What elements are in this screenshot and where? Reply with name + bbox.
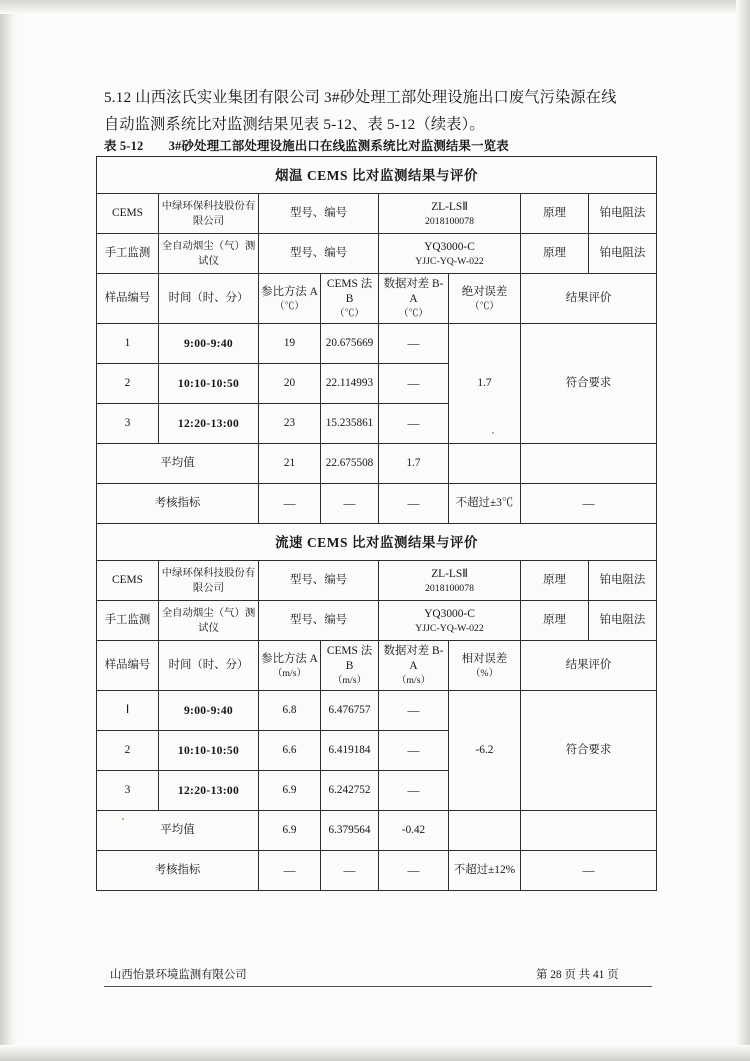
section1-row1-time: 10:10-10:50: [159, 364, 259, 404]
section2-header-cems-b-text: CEMS 法 B: [326, 645, 373, 672]
section2-row0-a: 6.8: [259, 691, 321, 731]
section2-row1-no: 2: [97, 731, 159, 771]
section1-standard-b: —: [321, 484, 379, 524]
section1-row0-time: 9:00-9:40: [159, 324, 259, 364]
intro-line-2: 自动监测系统比对监测结果见表 5-12、表 5-12（续表）。: [104, 116, 485, 133]
section1-cems-principle-value: 铂电阻法: [589, 194, 657, 234]
section2-row1-diff: —: [379, 731, 449, 771]
section2-header-sample-no: 样品编号: [97, 641, 159, 691]
footer-company: 山西怡景环境监测有限公司: [110, 969, 247, 981]
section2-manual-model-line1: YQ3000-C: [424, 607, 475, 620]
paper-speck: [122, 818, 124, 820]
section2-row2-no: 3: [97, 771, 159, 811]
section2-standard-row: [97, 851, 657, 891]
section1-row1-no: 2: [97, 364, 159, 404]
section1-manual-model-line1: YQ3000-C: [424, 240, 475, 253]
section1-manual-principle-value: 铂电阻法: [589, 234, 657, 274]
section1-manual-model-label: 型号、编号: [259, 234, 379, 274]
section1-cems-model-line1: ZL-LSⅡ: [431, 200, 468, 213]
section1-manual-instrument: 全自动烟尘（气）测试仪: [159, 234, 259, 274]
section1-header-abs-err-text: 绝对误差: [461, 285, 508, 298]
section1-header-method-a-unit: （℃）: [274, 300, 305, 312]
section1-header-diff-unit: （℃）: [398, 308, 429, 319]
section1-average-blank1: [449, 444, 521, 484]
section2-manual-model-line2: YJJC-YQ-W-022: [415, 622, 484, 634]
section1-header-method-a-text: 参比方法 A: [261, 285, 318, 298]
section2-average-a: 6.9: [259, 811, 321, 851]
section2-standard-limit: 不超过±12%: [449, 851, 521, 891]
section2-row2-a: 6.9: [259, 771, 321, 811]
table-caption-text: 3#砂处理工部处理设施出口在线监测系统比对监测结果一览表: [168, 139, 509, 153]
section2-row0-time: 9:00-9:40: [159, 691, 259, 731]
section2-standard-a: —: [259, 851, 321, 891]
section2-header-diff-text: 数据对差 B-A: [383, 645, 444, 672]
section2-header-time: 时间（时、分）: [159, 641, 259, 691]
section1-header-cems-b: [321, 274, 379, 324]
section2-header-rel-err-text: 相对误差: [461, 652, 508, 665]
section1-abs-err-value: 1.7: [449, 324, 521, 444]
section2-standard-label: 考核指标: [97, 851, 259, 891]
section2-cems-maker: 中绿环保科技股份有限公司: [159, 561, 259, 601]
section2-standard-b: —: [321, 851, 379, 891]
comparison-results-table: [96, 156, 657, 891]
section1-header-row: [97, 274, 657, 324]
section1-header-sample-no: 样品编号: [97, 274, 159, 324]
section2-header-rel-err: [449, 641, 521, 691]
section1-header-cems-b-text: CEMS 法 B: [326, 278, 373, 305]
section2-average-blank2: [521, 811, 657, 851]
section2-standard-diff: —: [379, 851, 449, 891]
section1-standard-evaluation: —: [521, 484, 657, 524]
section1-row1-diff: —: [379, 364, 449, 404]
section2-header-cems-b: [321, 641, 379, 691]
section1-average-row: [97, 444, 657, 484]
section2-row2-diff: —: [379, 771, 449, 811]
table-caption: [104, 136, 659, 154]
intro-paragraph: [104, 84, 644, 138]
section1-band: 烟温 CEMS 比对监测结果与评价: [97, 157, 657, 194]
section2-cems-model-label: 型号、编号: [259, 561, 379, 601]
section1-cems-row: [97, 194, 657, 234]
section2-rel-err-value: -6.2: [449, 691, 521, 811]
intro-line-1: 5.12 山西泫氏实业集团有限公司 3#砂处理工部处理设施出口废气污染源在线: [104, 89, 617, 106]
section1-manual-principle-label: 原理: [521, 234, 589, 274]
section1-standard-limit: 不超过±3℃: [449, 484, 521, 524]
footer-divider: [104, 986, 652, 987]
section1-header-cems-b-unit: （℃）: [334, 308, 365, 319]
section2-average-diff: -0.42: [379, 811, 449, 851]
section2-header-method-a: [259, 641, 321, 691]
footer-page-number: 第 28 页 共 41 页: [536, 969, 619, 981]
section2-manual-model-value: [379, 601, 521, 641]
section2-row1-a: 6.6: [259, 731, 321, 771]
section2-evaluation-value: 符合要求: [521, 691, 657, 811]
section1-band-row: [97, 157, 657, 194]
section1-header-evaluation: 结果评价: [521, 274, 657, 324]
section2-cems-label: CEMS: [97, 561, 159, 601]
section1-cems-principle-label: 原理: [521, 194, 589, 234]
section1-row0-diff: —: [379, 324, 449, 364]
section2-manual-model-label: 型号、编号: [259, 601, 379, 641]
table-row: [97, 691, 657, 731]
section2-manual-row: [97, 601, 657, 641]
section2-header-diff: [379, 641, 449, 691]
section2-manual-principle-value: 铂电阻法: [589, 601, 657, 641]
section1-row1-b: 22.114993: [321, 364, 379, 404]
section1-cems-model-label: 型号、编号: [259, 194, 379, 234]
section1-row0-a: 19: [259, 324, 321, 364]
section1-header-method-a: [259, 274, 321, 324]
section2-manual-label: 手工监测: [97, 601, 159, 641]
section2-cems-principle-value: 铂电阻法: [589, 561, 657, 601]
section1-cems-model-line2: 2018100078: [425, 215, 474, 227]
section1-manual-model-line2: YJJC-YQ-W-022: [415, 255, 484, 267]
section2-cems-model-line2: 2018100078: [425, 582, 474, 594]
section2-row0-diff: —: [379, 691, 449, 731]
section2-header-method-a-text: 参比方法 A: [261, 652, 318, 665]
section2-header-diff-unit: （m/s）: [396, 675, 431, 686]
section1-row2-no: 3: [97, 404, 159, 444]
section1-header-abs-err-unit: （℃）: [469, 300, 500, 312]
section2-cems-row: [97, 561, 657, 601]
section1-cems-model-value: [379, 194, 521, 234]
section2-average-label: 平均值: [97, 811, 259, 851]
section1-average-b: 22.675508: [321, 444, 379, 484]
section2-average-row: [97, 811, 657, 851]
section2-row1-b: 6.419184: [321, 731, 379, 771]
section1-cems-maker: 中绿环保科技股份有限公司: [159, 194, 259, 234]
section1-evaluation-value: 符合要求: [521, 324, 657, 444]
section1-average-blank2: [521, 444, 657, 484]
section2-header-row: [97, 641, 657, 691]
section1-header-abs-err: [449, 274, 521, 324]
section1-header-time: 时间（时、分）: [159, 274, 259, 324]
section1-row2-b: 15.235861: [321, 404, 379, 444]
section1-standard-label: 考核指标: [97, 484, 259, 524]
section2-header-rel-err-unit: （%）: [470, 667, 499, 679]
section2-row0-no: Ⅰ: [97, 691, 159, 731]
section1-manual-label: 手工监测: [97, 234, 159, 274]
section2-average-blank1: [449, 811, 521, 851]
section1-manual-model-value: [379, 234, 521, 274]
section1-row0-no: 1: [97, 324, 159, 364]
section1-average-label: 平均值: [97, 444, 259, 484]
section2-cems-principle-label: 原理: [521, 561, 589, 601]
section1-cems-label: CEMS: [97, 194, 159, 234]
section2-row1-time: 10:10-10:50: [159, 731, 259, 771]
section2-manual-instrument: 全自动烟尘（气）测试仪: [159, 601, 259, 641]
section1-standard-a: —: [259, 484, 321, 524]
section1-row1-a: 20: [259, 364, 321, 404]
section1-header-diff: [379, 274, 449, 324]
section2-cems-model-value: [379, 561, 521, 601]
section1-standard-diff: —: [379, 484, 449, 524]
section2-header-method-a-unit: （m/s）: [272, 667, 307, 679]
section2-header-evaluation: 结果评价: [521, 641, 657, 691]
section1-row2-diff: —: [379, 404, 449, 444]
table-caption-number: 表 5-12: [104, 139, 144, 153]
section2-standard-evaluation: —: [521, 851, 657, 891]
section2-manual-principle-label: 原理: [521, 601, 589, 641]
section2-row2-time: 12:20-13:00: [159, 771, 259, 811]
section2-row0-b: 6.476757: [321, 691, 379, 731]
section1-header-diff-text: 数据对差 B-A: [383, 278, 444, 305]
section1-row2-time: 12:20-13:00: [159, 404, 259, 444]
section2-band: 流速 CEMS 比对监测结果与评价: [97, 524, 657, 561]
section1-standard-row: [97, 484, 657, 524]
section1-row2-a: 23: [259, 404, 321, 444]
section2-average-b: 6.379564: [321, 811, 379, 851]
section1-average-a: 21: [259, 444, 321, 484]
section2-cems-model-line1: ZL-LSⅡ: [431, 567, 468, 580]
table-row: [97, 324, 657, 364]
section1-average-diff: 1.7: [379, 444, 449, 484]
paper-speck: [492, 432, 494, 434]
section2-row2-b: 6.242752: [321, 771, 379, 811]
section2-band-row: [97, 524, 657, 561]
section2-header-cems-b-unit: （m/s）: [332, 675, 367, 686]
section1-row0-b: 20.675669: [321, 324, 379, 364]
section1-manual-row: [97, 234, 657, 274]
